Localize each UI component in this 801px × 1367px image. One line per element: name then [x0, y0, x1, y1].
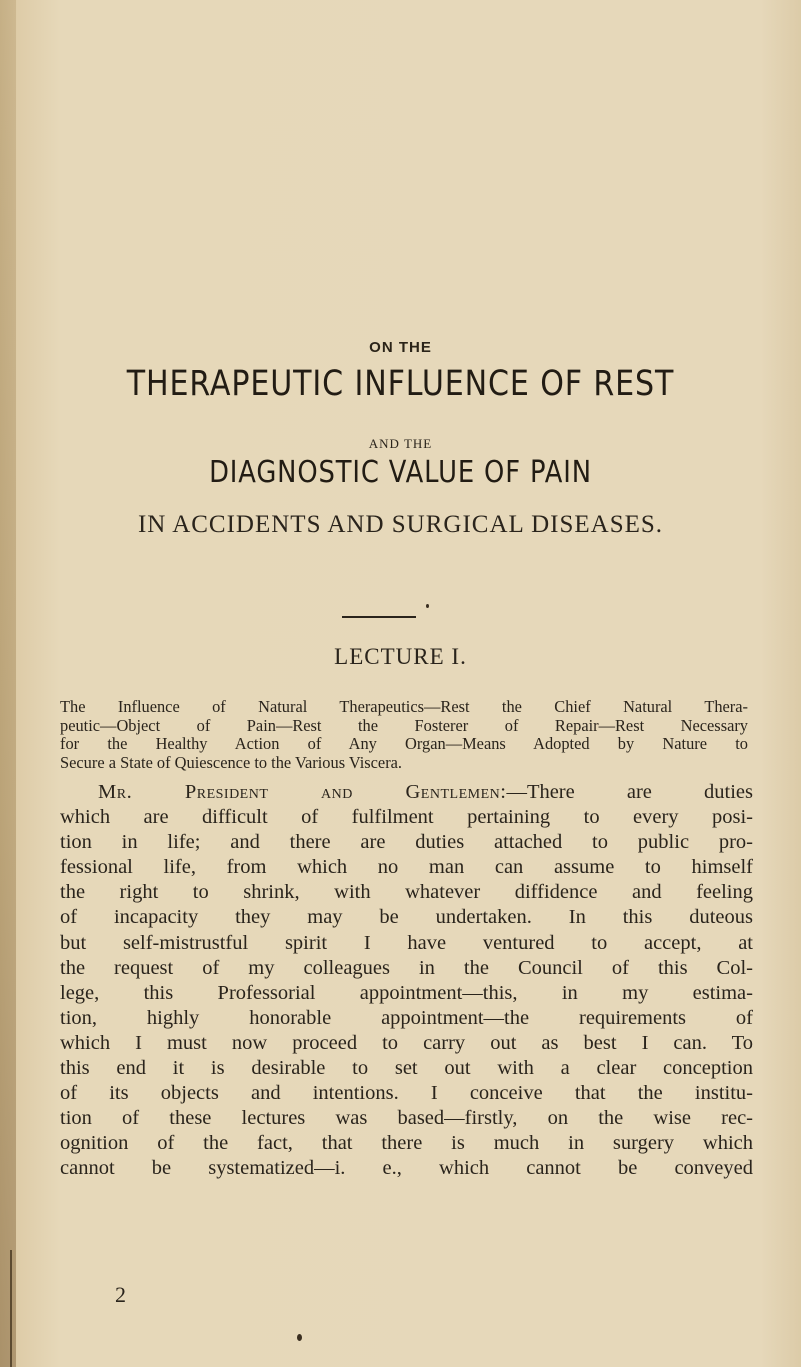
page-number: 2	[115, 1282, 126, 1307]
body-first-line	[60, 780, 753, 805]
body-line: of its objects and intentions. I conceive that the institu-	[60, 1082, 753, 1105]
body-line: but self-mistrustful spirit I have ventured to accept, at	[60, 931, 753, 954]
section-rule	[342, 616, 416, 618]
lecture-heading: LECTURE I.	[334, 644, 467, 669]
body-line: of incapacity they may be undertaken. In this duteous	[60, 906, 753, 929]
body-line: cannot be systematized—i. e., which cannot be conveyed	[60, 1157, 753, 1180]
body-line: lege, this Professorial appointment—this, in my estima-	[60, 981, 753, 1004]
title-line-1: THERAPEUTIC INFLUENCE OF REST	[126, 364, 675, 404]
body-line: tion in life; and there are duties attached to public pro-	[60, 831, 753, 854]
body-line: tion, highly honorable appointment—the requirements of	[60, 1006, 753, 1029]
gutter-line	[10, 1250, 12, 1367]
body-first-line-rest: —There are duties	[506, 781, 754, 803]
body-line: the request of my colleagues in the Council of this Col-	[60, 956, 753, 979]
body-line: the right to shrink, with whatever diffidence and feeling	[60, 881, 753, 904]
body-line: this end it is desirable to set out with a clear conception	[60, 1057, 753, 1080]
heading-and-the: AND THE	[368, 436, 433, 451]
gutter-stain	[0, 0, 16, 1367]
body-line: fessional life, from which no man can assume to himself	[60, 856, 753, 879]
body-line: ognition of the fact, that there is much in surgery which	[60, 1132, 753, 1155]
body-line: tion of these lectures was based—firstly, on the wise rec-	[60, 1107, 753, 1130]
title-line-3: IN ACCIDENTS AND SURGICAL DISEASES.	[137, 511, 664, 538]
lecture-synopsis	[60, 698, 748, 772]
ink-speck	[426, 604, 429, 608]
ink-speck	[297, 1334, 302, 1341]
synopsis-line: The Influence of Natural Therapeutics—Rest the Chief Natural Thera-	[60, 697, 748, 716]
synopsis-line: for the Healthy Action of Any Organ—Means Adopted by Nature to	[60, 734, 748, 754]
heading-on-the: ON THE	[369, 339, 432, 356]
body-text	[60, 780, 753, 1182]
body-line: which I must now proceed to carry out as best I can. To	[60, 1031, 753, 1054]
synopsis-line: Secure a State of Quiescence to the Various Viscera.	[60, 752, 403, 772]
body-line: which are difficult of fulfilment pertaining to every posi-	[60, 806, 753, 829]
synopsis-line: peutic—Object of Pain—Rest the Fosterer of Repair—Rest Necessary	[60, 715, 748, 735]
title-line-2: DIAGNOSTIC VALUE OF PAIN	[209, 455, 592, 490]
salutation: Mr. President and Gentlemen:	[98, 781, 507, 803]
